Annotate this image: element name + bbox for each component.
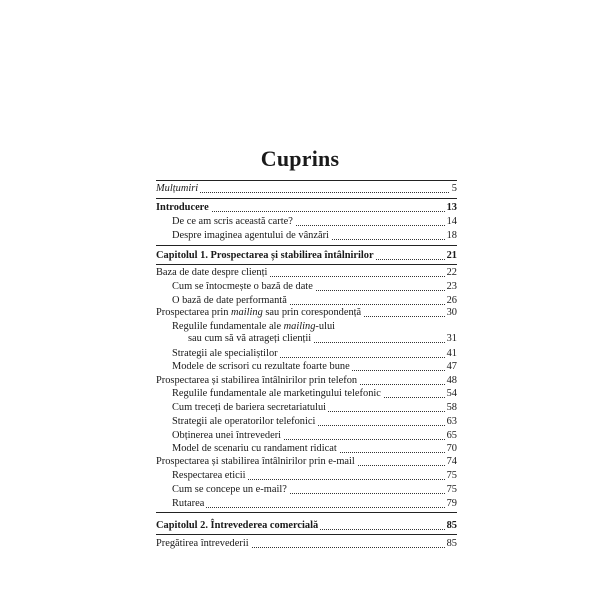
toc-entry-page: 85	[446, 520, 457, 531]
dot-leader	[156, 191, 457, 193]
toc-entry-introducere	[156, 201, 457, 214]
toc-entry-page: 18	[446, 230, 457, 241]
toc-entry-page: 58	[446, 402, 457, 413]
toc-entry	[172, 401, 457, 414]
toc-entry-page: 75	[446, 470, 457, 481]
toc-entry-page: 65	[446, 430, 457, 441]
toc-entry-label: Regulile fundamentale ale marketingului telefonic	[172, 388, 381, 399]
toc-entry-label: De ce am scris această carte?	[172, 216, 293, 227]
toc-entry-label: sau cum să vă atrageți clienții	[188, 333, 312, 344]
toc-entry-page: 41	[446, 348, 457, 359]
toc-entry	[156, 537, 457, 550]
toc-entry-page: 26	[446, 295, 457, 306]
toc-entry	[172, 229, 457, 242]
toc-entry-page: 21	[446, 250, 457, 261]
toc-entry	[172, 497, 457, 510]
toc-entry-label: Capitolul 2. Întrevederea comercială	[156, 520, 319, 531]
toc-entry	[156, 306, 457, 319]
divider	[156, 180, 457, 181]
toc-entry-label: Baza de date despre clienți	[156, 267, 268, 278]
toc-entry-page: 79	[446, 498, 457, 509]
toc-entry-label: Strategii ale specialiștilor	[172, 348, 278, 359]
toc-entry-page: 22	[446, 267, 457, 278]
toc-entry	[156, 266, 457, 279]
divider	[156, 512, 457, 513]
toc-entry-page: 70	[446, 443, 457, 454]
toc-entry	[172, 215, 457, 228]
toc-entry-page: 85	[446, 538, 457, 549]
toc-entry-label: Despre imaginea agentului de vânzări	[172, 230, 329, 241]
toc-entry-label: Prospectarea și stabilirea întâlnirilor prin e-mail	[156, 456, 355, 467]
toc-entry	[172, 415, 457, 428]
toc-entry	[188, 332, 457, 345]
toc-entry	[172, 469, 457, 482]
toc-entry-label: Prospectarea și stabilirea întâlnirilor prin telefon	[156, 375, 358, 386]
toc-entry	[172, 387, 457, 400]
toc-entry-label: Regulile fundamentale ale mailing-ului	[172, 321, 336, 332]
toc-entry-label: Obținerea unei întrevederi	[172, 430, 282, 441]
toc-entry-label: Respectarea eticii	[172, 470, 246, 481]
toc-entry-page: 47	[446, 361, 457, 372]
page-title: Cuprins	[260, 146, 340, 171]
toc-entry-page: 23	[446, 281, 457, 292]
toc-entry-page: 48	[446, 375, 457, 386]
toc-entry	[172, 429, 457, 442]
toc-entry-label: Strategii ale operatorilor telefonici	[172, 416, 316, 427]
toc-entry-page: 5	[451, 183, 457, 194]
toc-entry-label: Introducere	[156, 202, 209, 213]
toc-entry-page: 14	[446, 216, 457, 227]
toc-entry-multumiri	[156, 182, 457, 195]
toc-entry-page: 30	[446, 307, 457, 318]
toc-entry-label: O bază de date performantă	[172, 295, 287, 306]
toc-entry	[172, 360, 457, 373]
toc-entry-label: Prospectarea prin mailing sau prin corespondență	[156, 307, 362, 318]
toc-entry-label: Modele de scrisori cu rezultate foarte bune	[172, 361, 350, 372]
divider	[156, 534, 457, 535]
toc-entry	[156, 374, 457, 387]
toc-entry-page: 74	[446, 456, 457, 467]
dot-leader	[172, 506, 457, 508]
divider	[156, 245, 457, 246]
toc-entry-label: Rutarea	[172, 498, 205, 509]
divider	[156, 264, 457, 265]
toc-entry-label: Mulțumiri	[156, 183, 199, 194]
toc-entry	[172, 280, 457, 293]
toc-entry-page: 75	[446, 484, 457, 495]
toc-entry	[172, 442, 457, 455]
toc-entry-page: 13	[446, 202, 457, 213]
toc-entry-label: Model de scenariu cu randament ridicat	[172, 443, 337, 454]
toc-entry-label: Cum se întocmește o bază de date	[172, 281, 313, 292]
toc-entry-page: 63	[446, 416, 457, 427]
toc-entry	[172, 347, 457, 360]
toc-entry-page: 31	[446, 333, 457, 344]
toc-entry-label: Cum treceți de bariera secretariatului	[172, 402, 327, 413]
toc-entry-capitolul-2	[156, 519, 457, 532]
toc-entry-label: Pregătirea întrevederii	[156, 538, 249, 549]
divider	[156, 198, 457, 199]
toc-entry-page: 54	[446, 388, 457, 399]
toc-entry-label: Capitolul 1. Prospectarea și stabilirea întâlnirilor	[156, 250, 374, 261]
toc-entry	[156, 455, 457, 468]
toc-entry-label: Cum se concepe un e-mail?	[172, 484, 287, 495]
toc-entry	[172, 483, 457, 496]
toc-entry-capitolul-1	[156, 249, 457, 262]
